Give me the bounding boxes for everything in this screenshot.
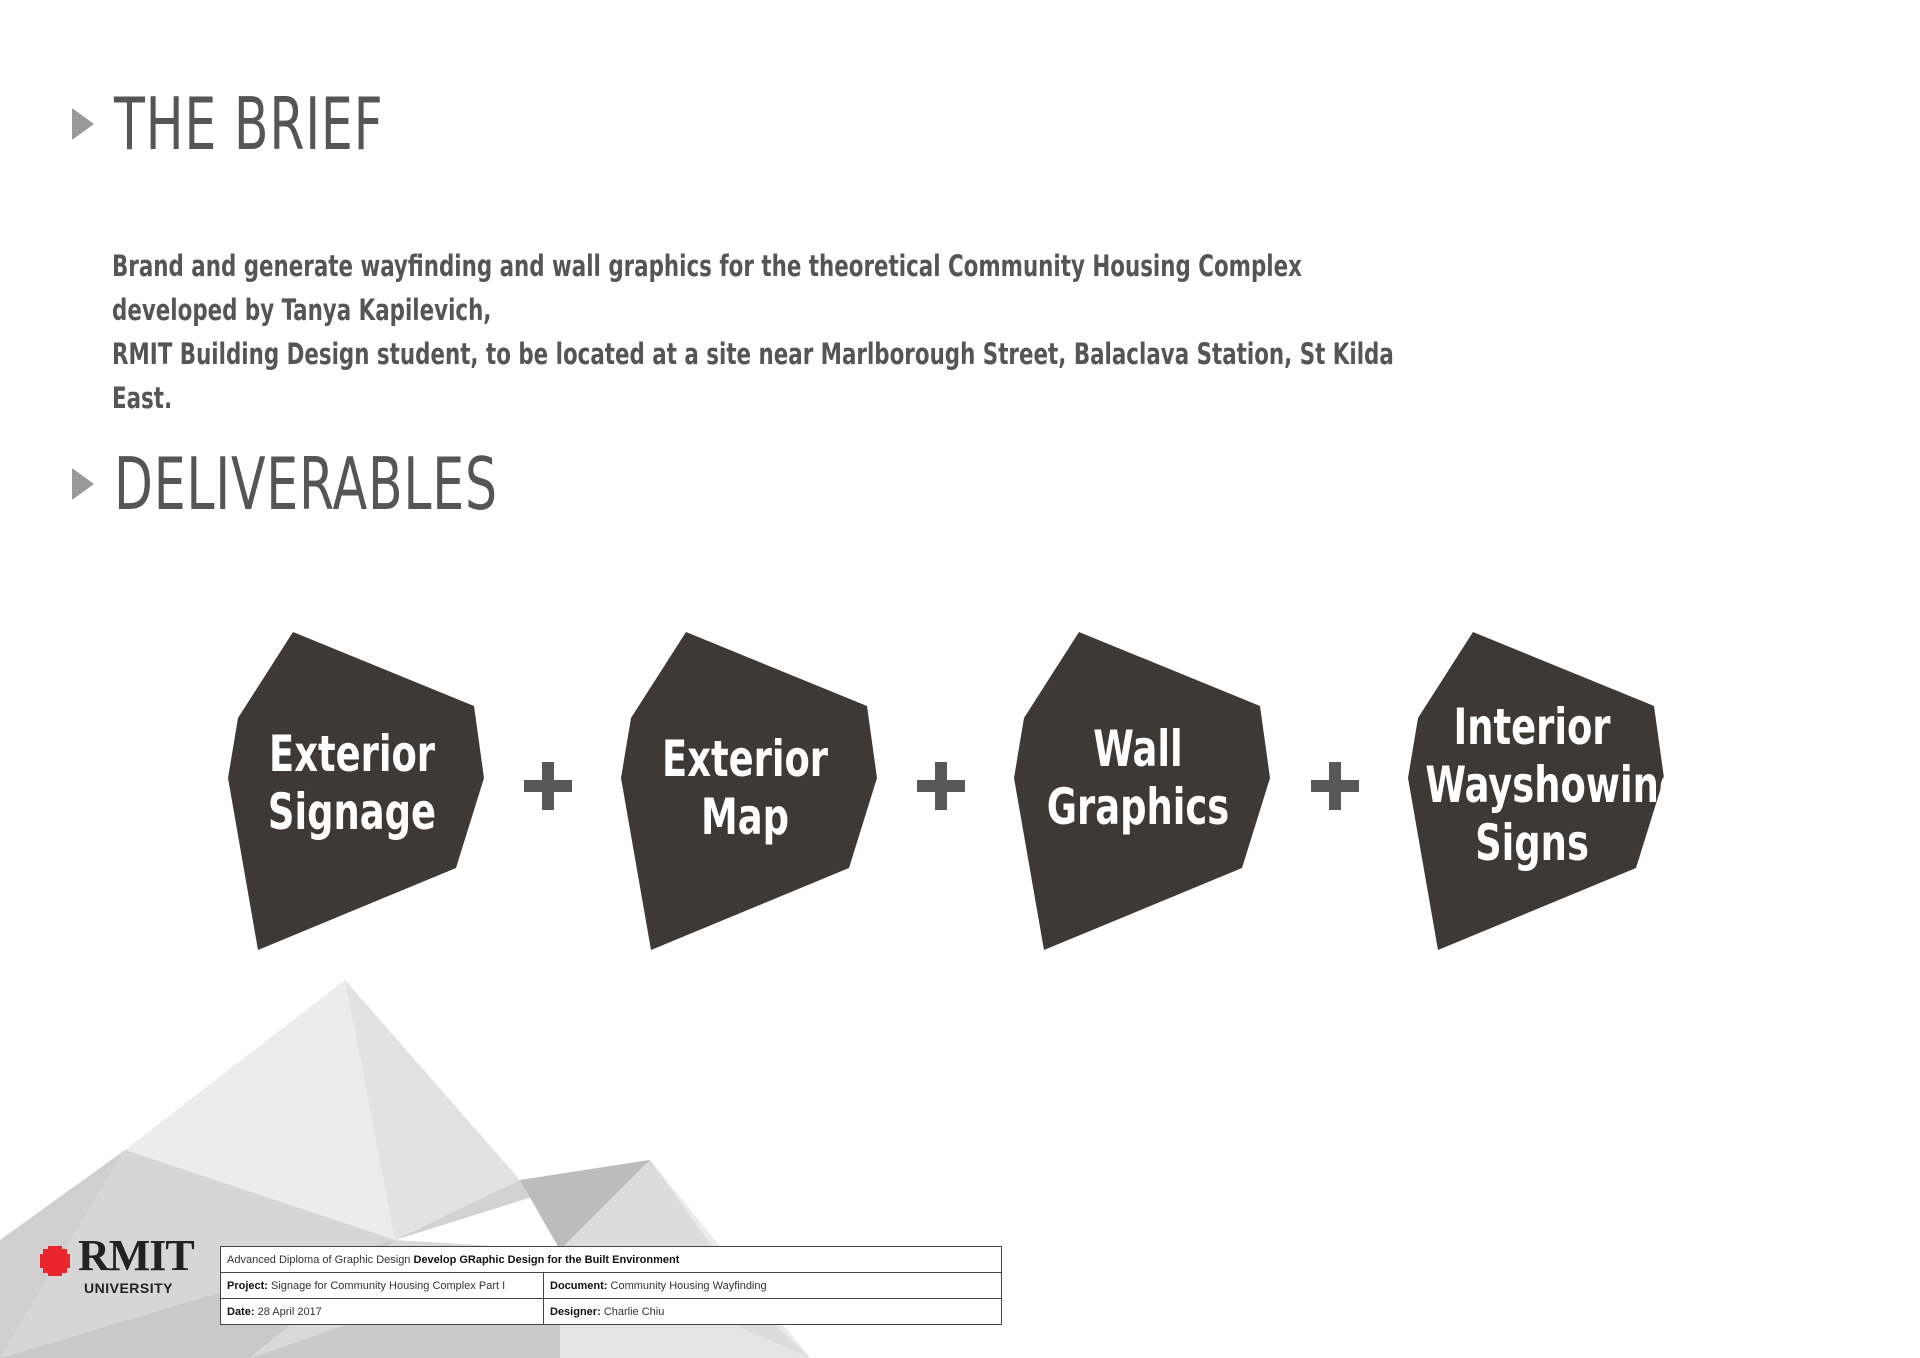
designer-value: Charlie Chiu [603, 1305, 665, 1318]
course-prefix: Advanced Diploma of Graphic Design [227, 1253, 411, 1266]
deliverable-label-line: Graphics [1046, 778, 1230, 836]
brief-description [112, 244, 1424, 420]
plus-icon [1311, 762, 1359, 810]
deliverable-exterior-signage [245, 725, 458, 841]
plus-icon [917, 762, 965, 810]
deliverables-row [0, 620, 1920, 950]
project-cell [221, 1273, 544, 1299]
project-label: Project: [227, 1279, 268, 1292]
brief-line-1: Brand and generate wayfinding and wall graphics for the theoretical Community Housing Complex developed by Tanya Kapilevich, [112, 249, 1302, 327]
deliverable-exterior-map [638, 730, 851, 846]
triangle-bullet-icon [72, 108, 94, 140]
deliverable-label-line: Signage [267, 783, 437, 841]
deliverable-label-line: Signs [1475, 814, 1589, 872]
deliverables-section-heading [72, 442, 606, 526]
document-label: Document: [550, 1279, 608, 1292]
rmit-logo-word: RMIT [78, 1231, 194, 1280]
title-block-row [221, 1247, 1002, 1273]
brief-section-heading [72, 82, 459, 166]
designer-cell [544, 1299, 1002, 1325]
deliverable-wall-graphics [1031, 720, 1244, 836]
deliverable-label-line: Map [700, 788, 789, 846]
course-unit: Develop GRaphic Design for the Built Environment [413, 1253, 680, 1266]
date-label: Date: [227, 1305, 255, 1318]
deliverable-label-line: Wall [1093, 720, 1183, 778]
deliverables-heading: DELIVERABLES [114, 442, 498, 526]
title-block-table [220, 1246, 1002, 1325]
project-value: Signage for Community Housing Complex Part I [271, 1279, 506, 1292]
designer-label: Designer: [550, 1305, 601, 1318]
document-value: Community Housing Wayfinding [610, 1279, 767, 1292]
title-block-row [221, 1273, 1002, 1299]
date-value: 28 April 2017 [257, 1305, 322, 1318]
rmit-logo-subtitle: UNIVERSITY [84, 1280, 174, 1296]
title-block-row [221, 1299, 1002, 1325]
deliverable-label-line: Exterior [661, 730, 829, 788]
brief-line-2: RMIT Building Design student, to be located at a site near Marlborough Street, Balaclava Station, St Kilda East. [112, 337, 1394, 415]
deliverable-label-line: Exterior [268, 725, 436, 783]
plus-icon [524, 762, 572, 810]
triangle-bullet-icon [72, 468, 94, 500]
course-cell [221, 1247, 1002, 1273]
deliverable-label-line: Wayshowing [1425, 756, 1686, 814]
rmit-pixel-mark-icon [40, 1246, 70, 1276]
deliverable-label-line: Interior [1453, 698, 1611, 756]
brief-heading: THE BRIEF [114, 82, 384, 166]
deliverable-interior-wayshowing-signs [1425, 698, 1686, 872]
document-cell [544, 1273, 1002, 1299]
date-cell [221, 1299, 544, 1325]
